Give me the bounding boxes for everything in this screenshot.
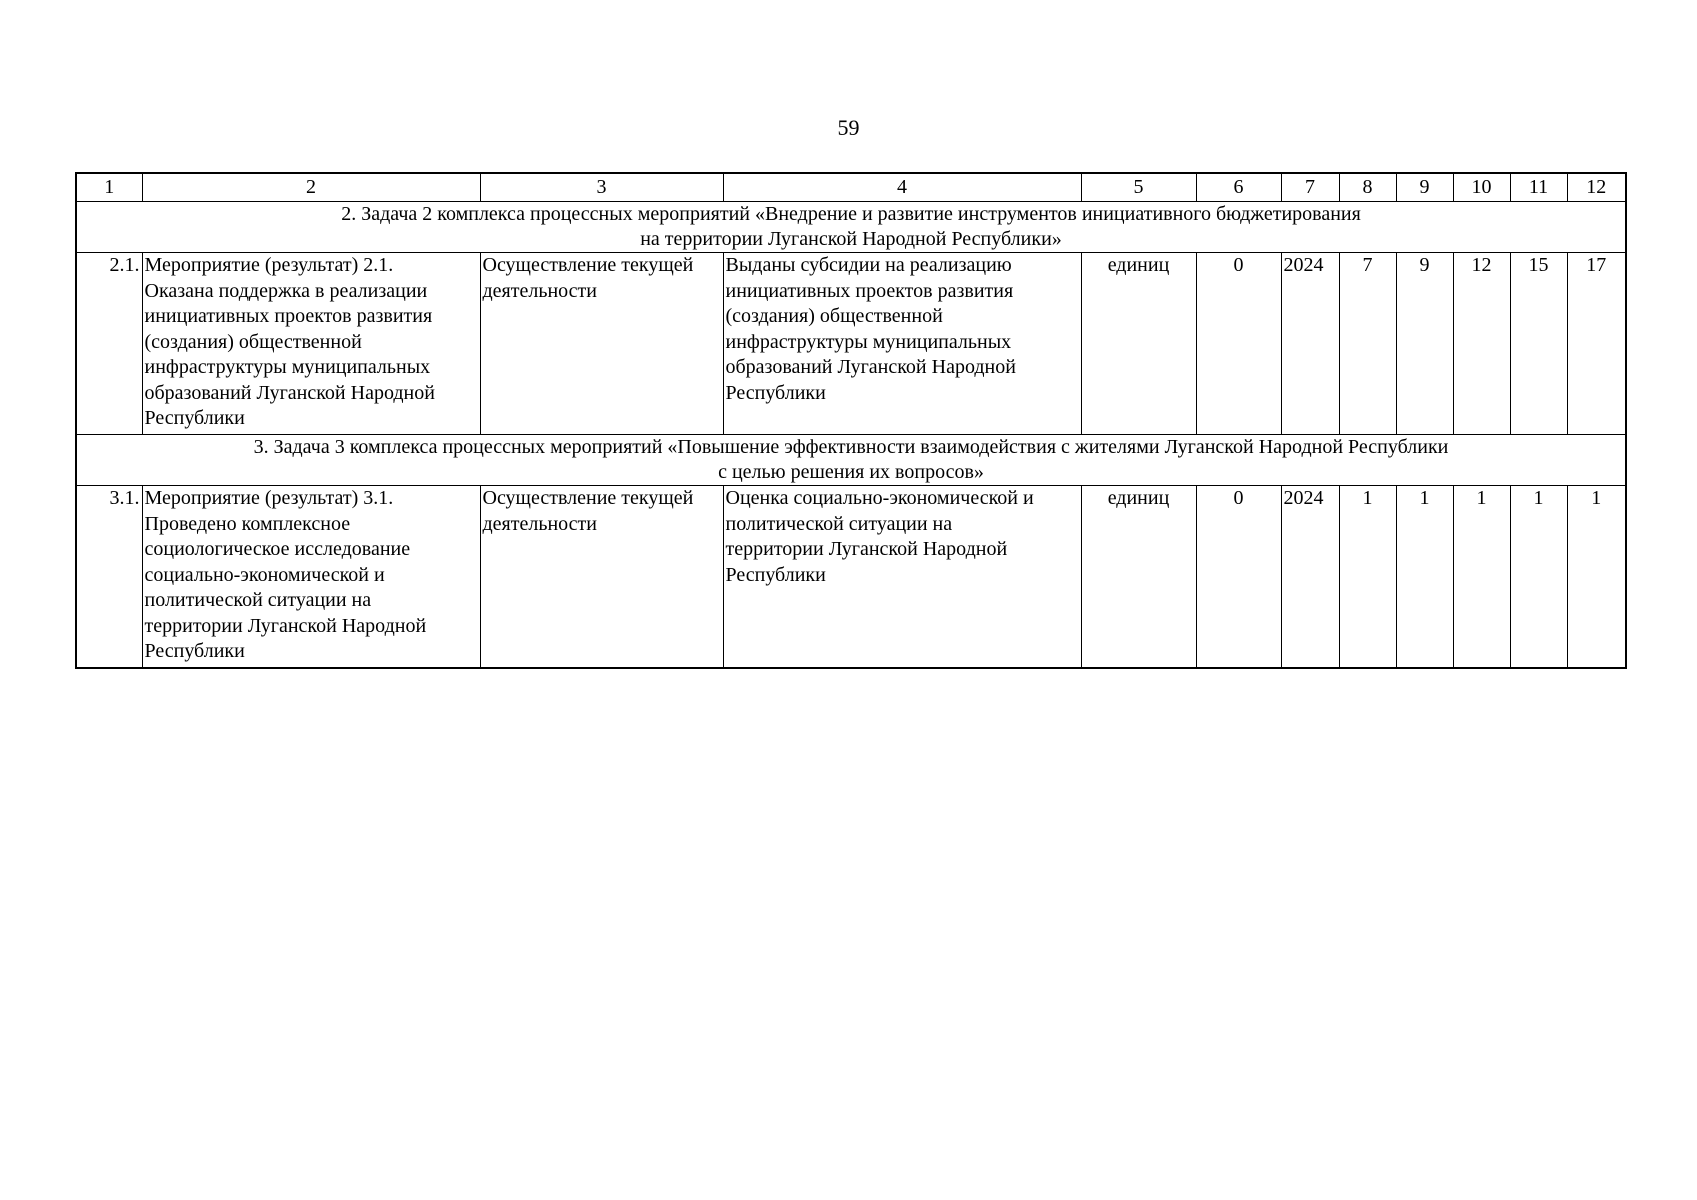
section-title: 3. Задача 3 комплекса процессных мероприятий «Повышение эффективности взаимодействия с жителями Луганской Народной Республики с целью решения их вопросов» — [76, 435, 1626, 486]
section-title: 2. Задача 2 комплекса процессных мероприятий «Внедрение и развитие инструментов инициативного бюджетирования на территории Луганской Народной Республики» — [76, 202, 1626, 253]
unit-cell: единиц — [1081, 486, 1196, 668]
value-cell: 9 — [1396, 253, 1453, 435]
section-row — [76, 435, 1626, 486]
value-cell: 1 — [1453, 486, 1510, 668]
column-number: 5 — [1081, 173, 1196, 202]
column-number: 3 — [480, 173, 723, 202]
activity-type: Осуществление текущей деятельности — [480, 253, 723, 435]
base-value-cell: 0 — [1196, 486, 1281, 668]
table-row — [76, 253, 1626, 435]
column-number: 2 — [142, 173, 480, 202]
table-row — [76, 486, 1626, 668]
unit-cell: единиц — [1081, 253, 1196, 435]
activity-characteristic: Оценка социально-экономической и политической ситуации на территории Луганской Народной Республики — [723, 486, 1081, 668]
column-number-row — [76, 173, 1626, 202]
activity-type: Осуществление текущей деятельности — [480, 486, 723, 668]
column-number: 8 — [1339, 173, 1396, 202]
column-number: 1 — [76, 173, 142, 202]
column-number: 4 — [723, 173, 1081, 202]
value-cell: 1 — [1567, 486, 1626, 668]
column-number: 7 — [1281, 173, 1339, 202]
row-number: 3.1. — [76, 486, 142, 668]
value-cell: 15 — [1510, 253, 1567, 435]
value-cell: 12 — [1453, 253, 1510, 435]
base-value-cell: 0 — [1196, 253, 1281, 435]
section-row — [76, 202, 1626, 253]
value-cell: 1 — [1339, 486, 1396, 668]
value-cell: 17 — [1567, 253, 1626, 435]
column-number: 6 — [1196, 173, 1281, 202]
value-cell: 1 — [1510, 486, 1567, 668]
base-year-cell: 2024 — [1281, 253, 1339, 435]
activity-characteristic: Выданы субсидии на реализацию инициативных проектов развития (создания) общественной инфраструктуры муниципальных образований Луганской Народной Республики — [723, 253, 1081, 435]
row-number: 2.1. — [76, 253, 142, 435]
page-number: 59 — [837, 115, 860, 140]
indicator-table — [75, 172, 1627, 669]
column-number: 10 — [1453, 173, 1510, 202]
value-cell: 1 — [1396, 486, 1453, 668]
column-number: 11 — [1510, 173, 1567, 202]
column-number: 9 — [1396, 173, 1453, 202]
activity-name: Мероприятие (результат) 3.1. Проведено комплексное социологическое исследование социально-экономической и политической ситуации на территории Луганской Народной Республики — [142, 486, 480, 668]
base-year-cell: 2024 — [1281, 486, 1339, 668]
column-number: 12 — [1567, 173, 1626, 202]
activity-name: Мероприятие (результат) 2.1. Оказана поддержка в реализации инициативных проектов развития (создания) общественной инфраструктуры муниципальных образований Луганской Народной Республики — [142, 253, 480, 435]
value-cell: 7 — [1339, 253, 1396, 435]
